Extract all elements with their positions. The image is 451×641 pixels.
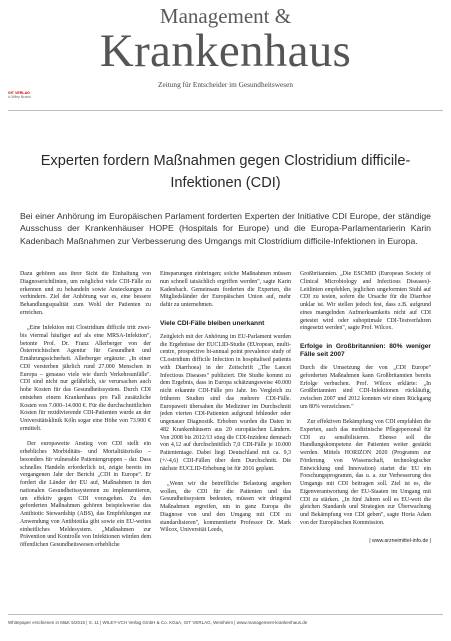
- paragraph: Zeitgleich mit der Anhörung im EU-Parlament wurden die Ergebnisse der EUCLID-Studie (EUropean, multi-centre, prospective bi-annual point prevalence study of CLostridium difficile Infection in hospitalised patients with Diarrhoea) in der Zeitschrift „The Lancet Infectious Diseases" publiziert. Die Studie kommt zu dem Ergebnis, dass in Europa schätzungsweise 40.000 nicht erkannte CDI-Fälle pro Jahr. Im Vergleich zu früheren Studien sind das mehrere CDI-Fälle. Europaweit übersahen die Mediziner im Durchschnitt jeden vierten CDI-Patienten aufgrund fehlender oder ungenauer Diagnostik. Erhoben wurden die Daten in 482 Krankenhäusern aus 20 europäischen Ländern. Von 2008 bis 2012/13 stieg die CDI-Inzidenz demnach von 4,12 auf durchschnittlich 7,0 CDI-Fälle je 10.000 Patiententage. Dabei liegt Deutschland mit ca. 9,3 (+/-4,6) CDI-Fällen über dem Durchschnitt. Die nächste EUCLID-Erhebung ist für 2016 geplant.: [160, 333, 291, 472]
- masthead: [0, 4, 451, 89]
- paragraph: Einsparungen einbringen; solche Maßnahmen müssen nun schnell tatsächlich ergriffen werden", sagte Karin Kadenbach. Gemeinsam forderten die Experten, die Mitgliedsländer der Europäischen Union auf, mehr dafür zu unternehmen.: [160, 271, 291, 308]
- column-2: [160, 271, 291, 609]
- paragraph: Großbritannien. „Die ESCMID (European Society of Clinical Microbiology and Infectious Diseases)-Leitlinien empfehlen, jeglichen ungeformten Stuhl auf CDI zu testen, sofern die Ursache für die Diarrhoe unklar ist. Wir stellen jedoch fest, dass z.B. aufgrund eines mangelnden Aufmerksamkeits nicht auf CDI getestet wird oder suboptimale CDI-Testverfahren eingesetzt werden", sagte Prof. Wilcox.: [300, 271, 431, 332]
- paragraph: Zur effektiven Bekämpfung von CDI empfahlen die Experten, auch das medizinische Pflegepersonal für CDI zu sensibilisieren. Ebenso soll die Handlungskompetenz der Patienten weiter gestärkt werden. Mittels HORIZON 2020 (Programm zur Förderung von Wissenschaft, technologischer Entwicklung und Innovation) startet die EU ein Forschungsprogramm, das u. a. zur Verbesserung des Umgangs mit CDI beitragen soll. Ziel ist es, die Eigenverantwortung der EU-Staaten im Umgang mit CDI zu stärken. „In fünf Jahren soll es EU-weit die gleichen Standards und Strategien zur Überwachung und Bekämpfung von CDI geben", sagte Horia Adam von der Europäischen Kommission.: [300, 419, 431, 526]
- paragraph: Durch die Umsetzung der von „CDI Europe" geforderten Maßnahmen kann Großbritannien bereits Erfolge verbuchen. Prof. Wilcox erklärte: „In Großbritannien sind CDI-Infektionen rückläufig, zwischen 2007 und 2012 konnten wir einen Rückgang um 80% verzeichnen.": [300, 365, 431, 410]
- masthead-title: Krankenhaus: [99, 25, 352, 77]
- publisher-brand: A Wiley Brand: [8, 95, 31, 100]
- section-heading: Erfolge in Großbritannien: 80% weniger Fälle seit 2007: [300, 343, 431, 358]
- article-body: [20, 271, 431, 609]
- publisher-logo: [8, 91, 31, 99]
- column-3: [300, 271, 431, 609]
- source-link[interactable]: | www.arzneimittel-info.de |: [369, 537, 431, 544]
- publisher-name: GIT VERLAG: [8, 91, 30, 95]
- paragraph: „Wenn wir die betreffliche Belastung angehen wollen, die CDI für die Patienten und das Gesundheitssystem bedeuten, müssen wir dringend Maßnahmen ergreifen, um in ganz Europa die Diagnose von und den Umgang mit CDI zu standardisieren", kommentierte Professor Dr. Mark Wilcox, Universität Leeds,: [160, 480, 291, 534]
- masthead-tagline: Zeitung für Entscheider im Gesundheitswesen: [158, 80, 293, 89]
- footer-divider: [8, 614, 443, 615]
- footer-text: Whitepaper erschienen in M&K 5/2015 | S. 11 | WILEY-VCH Verlag GmbH & Co. KGaA, GIT VERLAG, Weinheim | www.management-krankenhaus.de: [8, 620, 308, 625]
- paragraph: „Eine Infektion mit Clostridium difficile tritt zwei- bis viermal häufiger auf als eine MRSA-Infektion", betonte Prof. Dr. Franz Allerberger von der Österreichischen Agentur für Gesundheit und Ernährungssicherheit. Allerberger ergänzte: „In einer CDI versterben jährlich rund 27.000 Menschen in Europa – genauso viele wie durch Verkehrsunfälle". CDI sind nicht nur gefährlich, sie verursachen auch hohe Kosten für das Gesundheitssystem. Durch CDI entstehen einem Krankenhaus pro Fall zusätzliche Kosten von 7.000–14.000 €. Für die durchschnittlichen Kosten für rezidivierende CDI-Patienten wurde an der Universitätsklinik Köln sogar eine Höhe von 73.900 € ermittelt.: [20, 325, 151, 432]
- paragraph: Dazu gehören aus ihrer Sicht die Einhaltung von Diagnoserichtlinien, um möglichst viele CDI-Fälle zu erkennen und zu behandeln sowie Ansteckungen zu verhindern. Ziel der Anhörung war es, eine bessere Behandlungsqualität zum Wohl der Patienten zu erreichen.: [20, 271, 151, 316]
- section-heading: Viele CDI-Fälle bleiben unerkannt: [160, 319, 265, 327]
- header-divider: [8, 110, 443, 111]
- footer: [8, 620, 443, 625]
- article-lead: Bei einer Anhörung im Europäischen Parlament forderten Experten der Initiative CDI Europe, der ständige Ausschuss der Krankenhäuser HOPE (Hospitals for Europe) und die Europa-Parlamentarierin Karin Kadenbach Maßnahmen zur Verbesserung des Umgangs mit Clostridium difficile-Infektionen in Europa.: [20, 211, 431, 246]
- paragraph: Der europaweite Anstieg von CDI stellt ein erhebliches Morbiditäts- und Mortalitätsrisiko – besonders für vulnerable Patientengruppen – dar. Dass schnelles Handeln erforderlich ist, zeigte bereits im vergangenen Jahr der Bericht „CDI in Europe". Er fordert die Länder der EU auf, Maßnahmen in den nationalen Gesundheitssystemen zu implementieren, um effektiv gegen CDI vorzugehen. Zu den geforderten Maßnahmen gehören beispielsweise das Antibiotic Stewardship (ABS), das Empfehlungen zur Anwendung von Antibiotika gibt sowie ein EU-weites einheitliches Meldesystem. „Maßnahmen zur Prävention und Kontrolle von Infektionen würden dem öffentlichen Gesundheitswesen erhebliche: [20, 441, 151, 549]
- article-title: Experten fordern Maßnahmen gegen Clostridium difficile-Infektionen (CDI): [40, 153, 411, 191]
- masthead-line1: Management &: [159, 4, 292, 28]
- column-1: [20, 271, 151, 609]
